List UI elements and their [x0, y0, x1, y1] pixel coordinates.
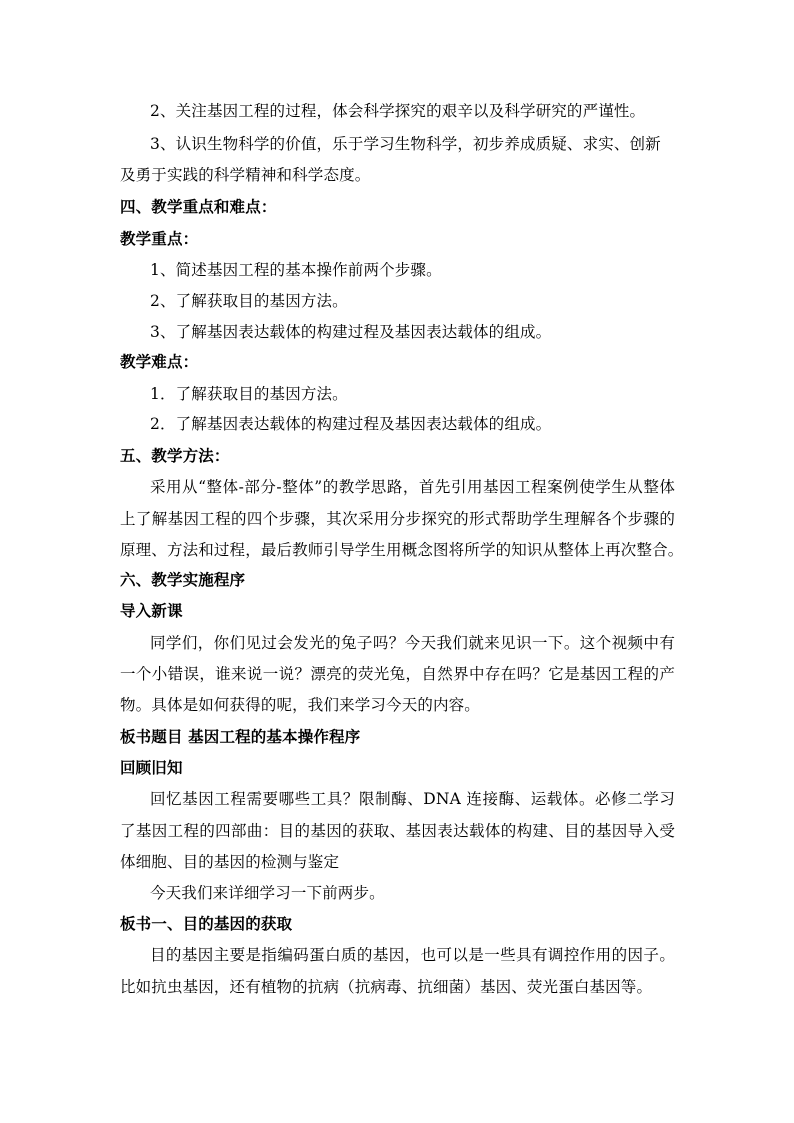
method-paragraph-line-3: 原理、方法和过程，最后教师引导学生用概念图将所学的知识从整体上再次整合。 [120, 541, 684, 559]
section-heading-key-points: 四、教学重点和难点： [120, 197, 277, 216]
review-paragraph-line-1: 回忆基因工程需要哪些工具？限制酶、DNA 连接酶、运载体。必修二学习 [150, 790, 675, 808]
board-title: 板书题目 基因工程的基本操作程序 [120, 727, 361, 746]
objective-3-line-2: 及勇于实践的科学精神和科学态度。 [120, 166, 371, 184]
board-heading-gene-acquisition: 板书一、目的基因的获取 [120, 914, 293, 933]
gene-paragraph-line-1: 目的基因主要是指编码蛋白质的基因，也可以是一些具有调控作用的因子。 [150, 946, 675, 964]
subheading-introduction: 导入新课 [120, 601, 183, 620]
focus-item-3: 3、了解基因表达载体的构建过程及基因表达载体的组成。 [150, 323, 552, 341]
difficulty-item-1: 1．了解获取目的基因方法。 [150, 385, 348, 403]
focus-item-2: 2、了解获取目的基因方法。 [150, 292, 348, 310]
review-paragraph-line-3: 体细胞、目的基因的检测与鉴定 [120, 853, 340, 871]
objective-2: 2、关注基因工程的过程，体会科学探究的艰辛以及科学研究的严谨性。 [150, 102, 646, 120]
subheading-teaching-focus: 教学重点： [120, 229, 199, 248]
section-heading-implementation: 六、教学实施程序 [120, 570, 246, 589]
intro-paragraph-line-3: 物。具体是如何获得的呢，我们来学习今天的内容。 [120, 696, 480, 714]
subheading-review: 回顾旧知 [120, 758, 183, 777]
subheading-teaching-difficulty: 教学难点： [120, 352, 199, 371]
review-paragraph-line-2: 了基因工程的四部曲：目的基因的获取、基因表达载体的构建、目的基因导入受 [120, 822, 675, 840]
method-paragraph-line-1: 采用从“整体-部分-整体”的教学思路，首先引用基因工程案例使学生从整体 [150, 478, 675, 496]
intro-paragraph-line-2: 一个小错误，谁来说一说？漂亮的荧光兔，自然界中存在吗？它是基因工程的产 [120, 665, 675, 683]
section-heading-teaching-method: 五、教学方法： [120, 446, 230, 465]
intro-paragraph-line-1: 同学们，你们见过会发光的兔子吗？今天我们就来见识一下。这个视频中有 [150, 634, 675, 652]
objective-3-line-1: 3、认识生物科学的价值，乐于学习生物科学，初步养成质疑、求实、创新 [150, 135, 661, 153]
method-paragraph-line-2: 上了解基因工程的四个步骤，其次采用分步探究的形式帮助学生理解各个步骤的 [120, 510, 675, 528]
gene-paragraph-line-2: 比如抗虫基因，还有植物的抗病（抗病毒、抗细菌）基因、荧光蛋白基因等。 [120, 978, 653, 996]
review-paragraph-line-4: 今天我们来详细学习一下前两步。 [150, 884, 385, 902]
focus-item-1: 1、简述基因工程的基本操作前两个步骤。 [150, 261, 442, 279]
difficulty-item-2: 2．了解基因表达载体的构建过程及基因表达载体的组成。 [150, 415, 552, 433]
